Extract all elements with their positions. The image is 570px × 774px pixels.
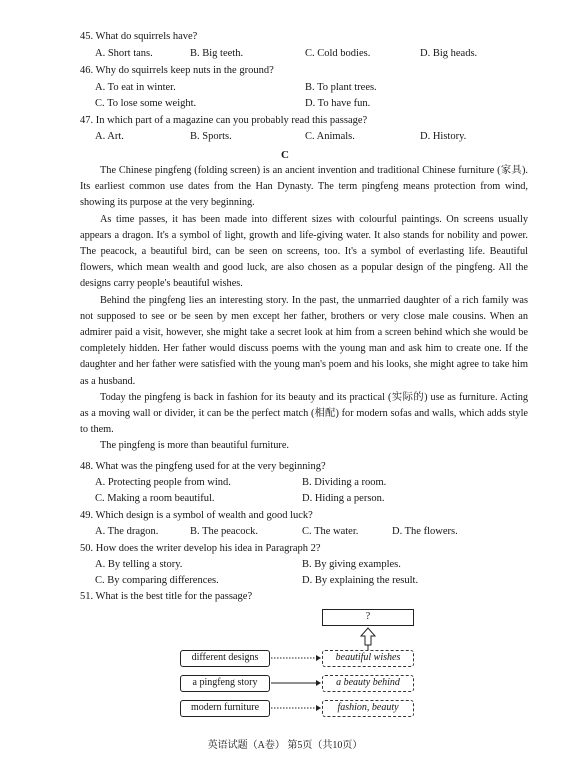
q46-option-b: B. To plant trees.	[305, 82, 377, 93]
q50-option-b: B. By giving examples.	[302, 559, 401, 570]
left-box-story: a pingfeng story	[180, 675, 270, 692]
up-arrow-icon	[361, 628, 375, 645]
section-heading: C	[281, 149, 289, 161]
question-47-stem: 47. In which part of a magazine can you probably read this passage?	[80, 115, 368, 126]
q45-option-b: B. Big teeth.	[190, 48, 244, 59]
passage-paragraph-1: The Chinese pingfeng (folding screen) is an ancient invention and traditional Chinese furniture (家具). Its earliest common use dates from the Han Dynasty. The term pingfeng means protection from wind, showing its purpose at the very beginning.	[80, 165, 528, 209]
q49-option-a: A. The dragon.	[95, 526, 159, 537]
question-48-stem: 48. What was the pingfeng used for at the very beginning?	[80, 461, 326, 472]
q48-option-a: A. Protecting people from wind.	[95, 477, 231, 488]
q48-option-b: B. Dividing a room.	[302, 477, 387, 488]
q47-option-c: C. Animals.	[305, 131, 355, 142]
question-45-stem: 45. What do squirrels have?	[80, 31, 198, 42]
passage-paragraph-4: Today the pingfeng is back in fashion for its beauty and its practical (实际的) use as furniture. Acting as a moving wall or divider, it can be the perfect match (相配) for modern sofas and walls, which adds style to them.	[80, 391, 528, 436]
q49-option-b: B. The peacock.	[190, 526, 259, 537]
left-box-designs: different designs	[180, 650, 270, 667]
right-box-fashion: fashion, beauty	[322, 700, 414, 717]
diagram-top-box: ?	[322, 609, 414, 626]
q47-option-a: A. Art.	[95, 131, 124, 142]
q48-option-d: D. Hiding a person.	[302, 493, 385, 504]
question-46-stem: 46. Why do squirrels keep nuts in the ground?	[80, 65, 274, 76]
right-box-beauty-behind: a beauty behind	[322, 675, 414, 692]
q50-option-a: A. By telling a story.	[95, 559, 183, 570]
q46-option-c: C. To lose some weight.	[95, 98, 197, 109]
page-footer: 英语试题（A卷） 第5页（共10页）	[207, 740, 363, 751]
passage-paragraph-2: As time passes, it has been made into different sizes with colourful paintings. On screens usually appears a dragon. It's a symbol of light, growth and life-giving water. It also stands for nobility and power. The peacock, a beautiful bird, can be seen on screens, too. It's a symbol of everlasting life. Beautiful flowers, which mean wealth and good luck, are also chosen as a popular design of the pingfeng. All the designs carry people's beautiful wishes.	[80, 213, 528, 290]
q46-option-d: D. To have fun.	[305, 98, 371, 109]
q47-option-b: B. Sports.	[190, 131, 232, 142]
q50-option-c: C. By comparing differences.	[95, 575, 219, 586]
q49-option-d: D. The flowers.	[392, 526, 458, 537]
q46-option-a: A. To eat in winter.	[95, 82, 176, 93]
q47-option-d: D. History.	[420, 131, 467, 142]
q45-option-c: C. Cold bodies.	[305, 48, 371, 59]
question-49-stem: 49. Which design is a symbol of wealth and good luck?	[80, 510, 313, 521]
q45-option-d: D. Big heads.	[420, 48, 478, 59]
question-51-stem: 51. What is the best title for the passage?	[80, 591, 253, 602]
q48-option-c: C. Making a room beautiful.	[95, 493, 215, 504]
passage-paragraph-3: Behind the pingfeng lies an interesting story. In the past, the unmarried daughter of a rich family was not supposed to see or be seen by men except her father, brothers or very close male cousins. When an admirer paid a visit, however, she might take a secret look at him from a screen behind which she would be completely hidden. Her father would discuss poems with the young man and ask him to create one. If the daughter and her father were satisfied with the young man's poem and his looks, she might agree to take him as a husband.	[80, 294, 528, 387]
left-box-furniture: modern furniture	[180, 700, 270, 717]
question-50-stem: 50. How does the writer develop his idea in Paragraph 2?	[80, 543, 321, 554]
right-box-wishes: beautiful wishes	[322, 650, 414, 667]
q49-option-c: C. The water.	[302, 526, 359, 537]
passage-closing-line: The pingfeng is more than beautiful furniture.	[100, 440, 290, 452]
q45-option-a: A. Short tans.	[95, 48, 153, 59]
q50-option-d: D. By explaining the result.	[302, 575, 419, 586]
